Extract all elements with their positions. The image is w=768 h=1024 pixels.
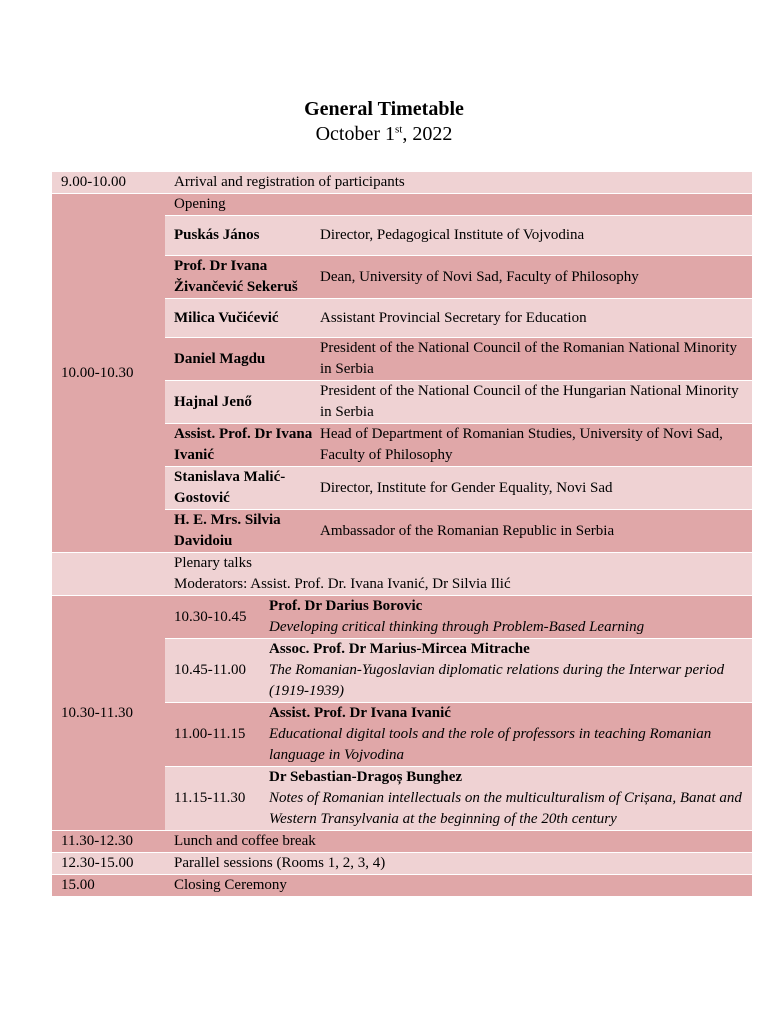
row-closing [52, 875, 752, 897]
plenary-moderators: Moderators: Assist. Prof. Dr. Ivana Ivanić, Dr Silvia Ilić [174, 576, 511, 592]
opening-label: Opening [165, 194, 752, 216]
speaker-role: Director, Institute for Gender Equality, Novi Sad [320, 479, 613, 496]
talk-slot: 10.30-10.45 [174, 608, 247, 625]
plenary-cell [165, 553, 752, 596]
talk-slot: 11.00-11.15 [174, 726, 246, 742]
speaker-name: Prof. Dr Ivana Živančević Sekeruš [174, 258, 298, 295]
row-lunch [52, 831, 752, 853]
speaker-name: Assist. Prof. Dr Ivana Ivanić [174, 426, 313, 463]
speaker-name: H. E. Mrs. Silvia Davidoiu [174, 512, 281, 549]
talk-row [165, 596, 752, 639]
speaker-role: Head of Department of Romanian Studies, University of Novi Sad, Faculty of Philosophy [320, 426, 723, 463]
timetable [52, 171, 752, 896]
speaker-role: President of the National Council of the Hungarian National Minority in Serbia [320, 383, 739, 420]
page-date: October 1st, 2022 [315, 123, 453, 145]
talk-speaker: Prof. Dr Darius Borovic [269, 598, 423, 614]
time-cell-empty [52, 553, 165, 596]
speaker-role: President of the National Council of the Romanian National Minority in Serbia [320, 340, 738, 377]
speaker-role: Dean, University of Novi Sad, Faculty of Philosophy [320, 268, 639, 285]
row-plenary [52, 553, 752, 596]
speaker-role: Director, Pedagogical Institute of Vojvodina [320, 227, 585, 243]
time-cell: 12.30-15.00 [52, 853, 165, 875]
activity-cell: Closing Ceremony [165, 875, 752, 897]
row-opening-label [52, 194, 752, 216]
time-cell: 11.30-12.30 [52, 831, 165, 853]
activity-cell: Arrival and registration of participants [165, 172, 752, 194]
row-arrival [52, 172, 752, 194]
talk-title: Educational digital tools and the role of professors in teaching Romanian language in Vojvodina [269, 726, 712, 763]
talk-slot: 10.45-11.00 [174, 662, 246, 678]
row-talks [52, 596, 752, 639]
time-cell: 9.00-10.00 [52, 172, 165, 194]
speaker-name: Hajnal Jenő [174, 393, 252, 410]
activity-cell: Parallel sessions (Rooms 1, 2, 3, 4) [165, 853, 752, 875]
time-cell: 10.00-10.30 [52, 194, 165, 553]
page-title: General Timetable [304, 98, 464, 120]
talk-speaker: Assoc. Prof. Dr Marius-Mircea Mitrache [269, 641, 530, 657]
talk-slot: 11.15-11.30 [174, 790, 246, 806]
speaker-name: Puskás János [174, 227, 260, 243]
speaker-name: Daniel Magdu [174, 350, 266, 367]
activity-cell: Lunch and coffee break [165, 831, 752, 853]
document-header [0, 96, 768, 146]
speaker-role: Assistant Provincial Secretary for Education [320, 309, 587, 326]
talk-speaker: Assist. Prof. Dr Ivana Ivanić [269, 705, 451, 721]
talk-title: The Romanian-Yugoslavian diplomatic relations during the Interwar period (1919-1939) [269, 662, 725, 699]
talk-title: Developing critical thinking through Problem-Based Learning [269, 619, 645, 635]
speaker-name: Milica Vučićević [174, 309, 279, 326]
row-parallel [52, 853, 752, 875]
plenary-label: Plenary talks [174, 555, 252, 571]
speaker-name: Stanislava Malić-Gostović [174, 469, 286, 506]
speaker-role: Ambassador of the Romanian Republic in Serbia [320, 522, 615, 539]
talk-speaker: Dr Sebastian-Dragoș Bunghez [269, 769, 463, 785]
time-cell: 15.00 [52, 875, 165, 897]
time-cell: 10.30-11.30 [52, 596, 165, 831]
talk-title: Notes of Romanian intellectuals on the multiculturalism of Crișana, Banat and Western Transylvania at the beginning of the 20th century [269, 790, 742, 827]
